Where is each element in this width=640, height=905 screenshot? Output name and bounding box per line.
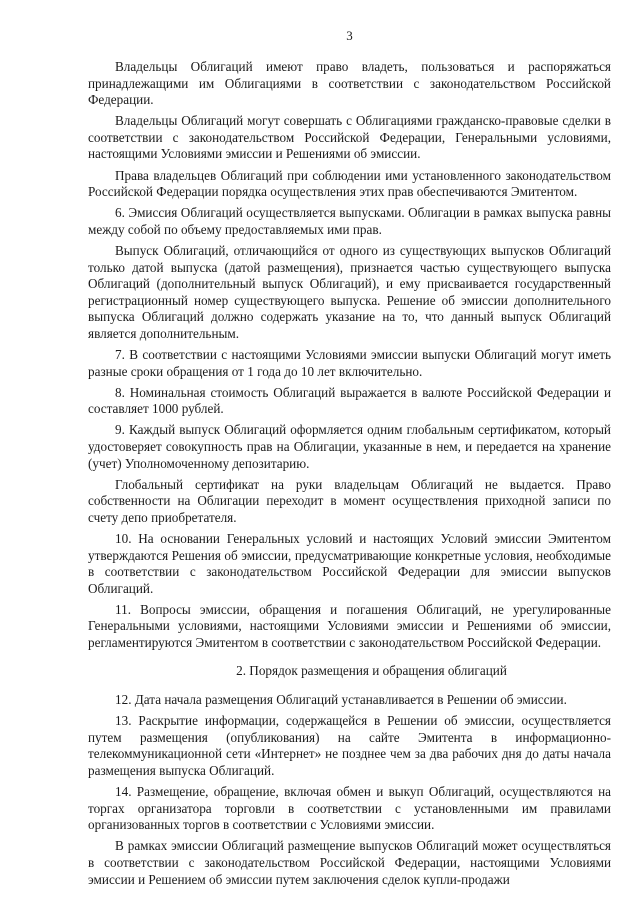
- page-number: 3: [346, 28, 353, 43]
- paragraph-clause-13: 13. Раскрытие информации, содержащейся в Решении об эмиссии, осуществляется путем размещения (опубликования) на сайте Эмитента в информационно-телекоммуникационной сети «Интернет» не позднее чем за два рабочих дня до даты начала размещения выпуска Облигаций.: [88, 713, 611, 779]
- section-1-body: [88, 59, 611, 652]
- paragraph: Права владельцев Облигаций при соблюдении ими установленного законодательством Российской Федерации порядка осуществления этих прав обеспечиваются Эмитентом.: [88, 167, 611, 200]
- paragraph: Глобальный сертификат на руки владельцам Облигаций не выдается. Право собственности на Облигации переходит в момент осуществления приходной записи по счету депо приобретателя.: [88, 476, 611, 525]
- section-2-body: [88, 692, 611, 888]
- paragraph-clause-7: 7. В соответствии с настоящими Условиями эмиссии выпуски Облигаций могут иметь разные сроки обращения от 1 года до 10 лет включительно.: [88, 347, 611, 379]
- paragraph: Владельцы Облигаций имеют право владеть, пользоваться и распоряжаться принадлежащими им Облигациями в соответствии с законодательством Российской Федерации.: [88, 59, 611, 108]
- paragraph-clause-11: 11. Вопросы эмиссии, обращения и погашения Облигаций, не урегулированные Генеральными условиями, настоящими Условиями эмиссии и Решениями об эмиссии, регламентируются Эмитентом в соответствии с законодательством Российской Федерации.: [88, 601, 611, 650]
- paragraph-clause-10: 10. На основании Генеральных условий и настоящих Условий эмиссии Эмитентом утверждаются Решения об эмиссии, предусматривающие конкретные условия, необходимые в соответствии с законодательством Российской Федерации для эмиссии выпусков Облигаций.: [88, 530, 611, 596]
- paragraph-clause-12: 12. Дата начала размещения Облигаций устанавливается в Решении об эмиссии.: [115, 692, 567, 708]
- document-page: [88, 28, 611, 893]
- paragraph: В рамках эмиссии Облигаций размещение выпусков Облигаций может осуществляться в соответствии с законодательством Российской Федерации, настоящими Условиями эмиссии и Решением об эмиссии путем заключения сделок купли-продажи: [88, 838, 611, 887]
- paragraph: Выпуск Облигаций, отличающийся от одного из существующих выпусков Облигаций только датой выпуска (датой размещения), признается частью существующего выпуска Облигаций (дополнительный выпуск Облигаций), и ему присваивается государственный регистрационный номер существующего выпуска. Решение об эмиссии дополнительного выпуска Облигаций должно содержать указание на то, что данный выпуск Облигаций является дополнительным.: [88, 242, 611, 341]
- section-2-heading: 2. Порядок размещения и обращения облигаций: [236, 662, 507, 678]
- paragraph-clause-8: 8. Номинальная стоимость Облигаций выражается в валюте Российской Федерации и составляет 1000 рублей.: [88, 384, 611, 417]
- paragraph-clause-9: 9. Каждый выпуск Облигаций оформляется одним глобальным сертификатом, который удостоверяет совокупность прав на Облигации, указанные в нем, и передается на хранение (учет) Уполномоченному депозитарию.: [88, 422, 611, 471]
- paragraph-clause-6: 6. Эмиссия Облигаций осуществляется выпусками. Облигации в рамках выпуска равны между собой по объему предоставляемых ими прав.: [88, 205, 611, 237]
- paragraph-clause-14: 14. Размещение, обращение, включая обмен и выкуп Облигаций, осуществляются на торгах организатора торговли в соответствии с установленными им правилами организованных торгов в соответствии с Условиями эмиссии.: [88, 784, 611, 833]
- paragraph: Владельцы Облигаций могут совершать с Облигациями гражданско-правовые сделки в соответствии с законодательством Российской Федерации, Генеральными условиями, настоящими Условиями эмиссии и Решениями об эмиссии.: [88, 113, 611, 162]
